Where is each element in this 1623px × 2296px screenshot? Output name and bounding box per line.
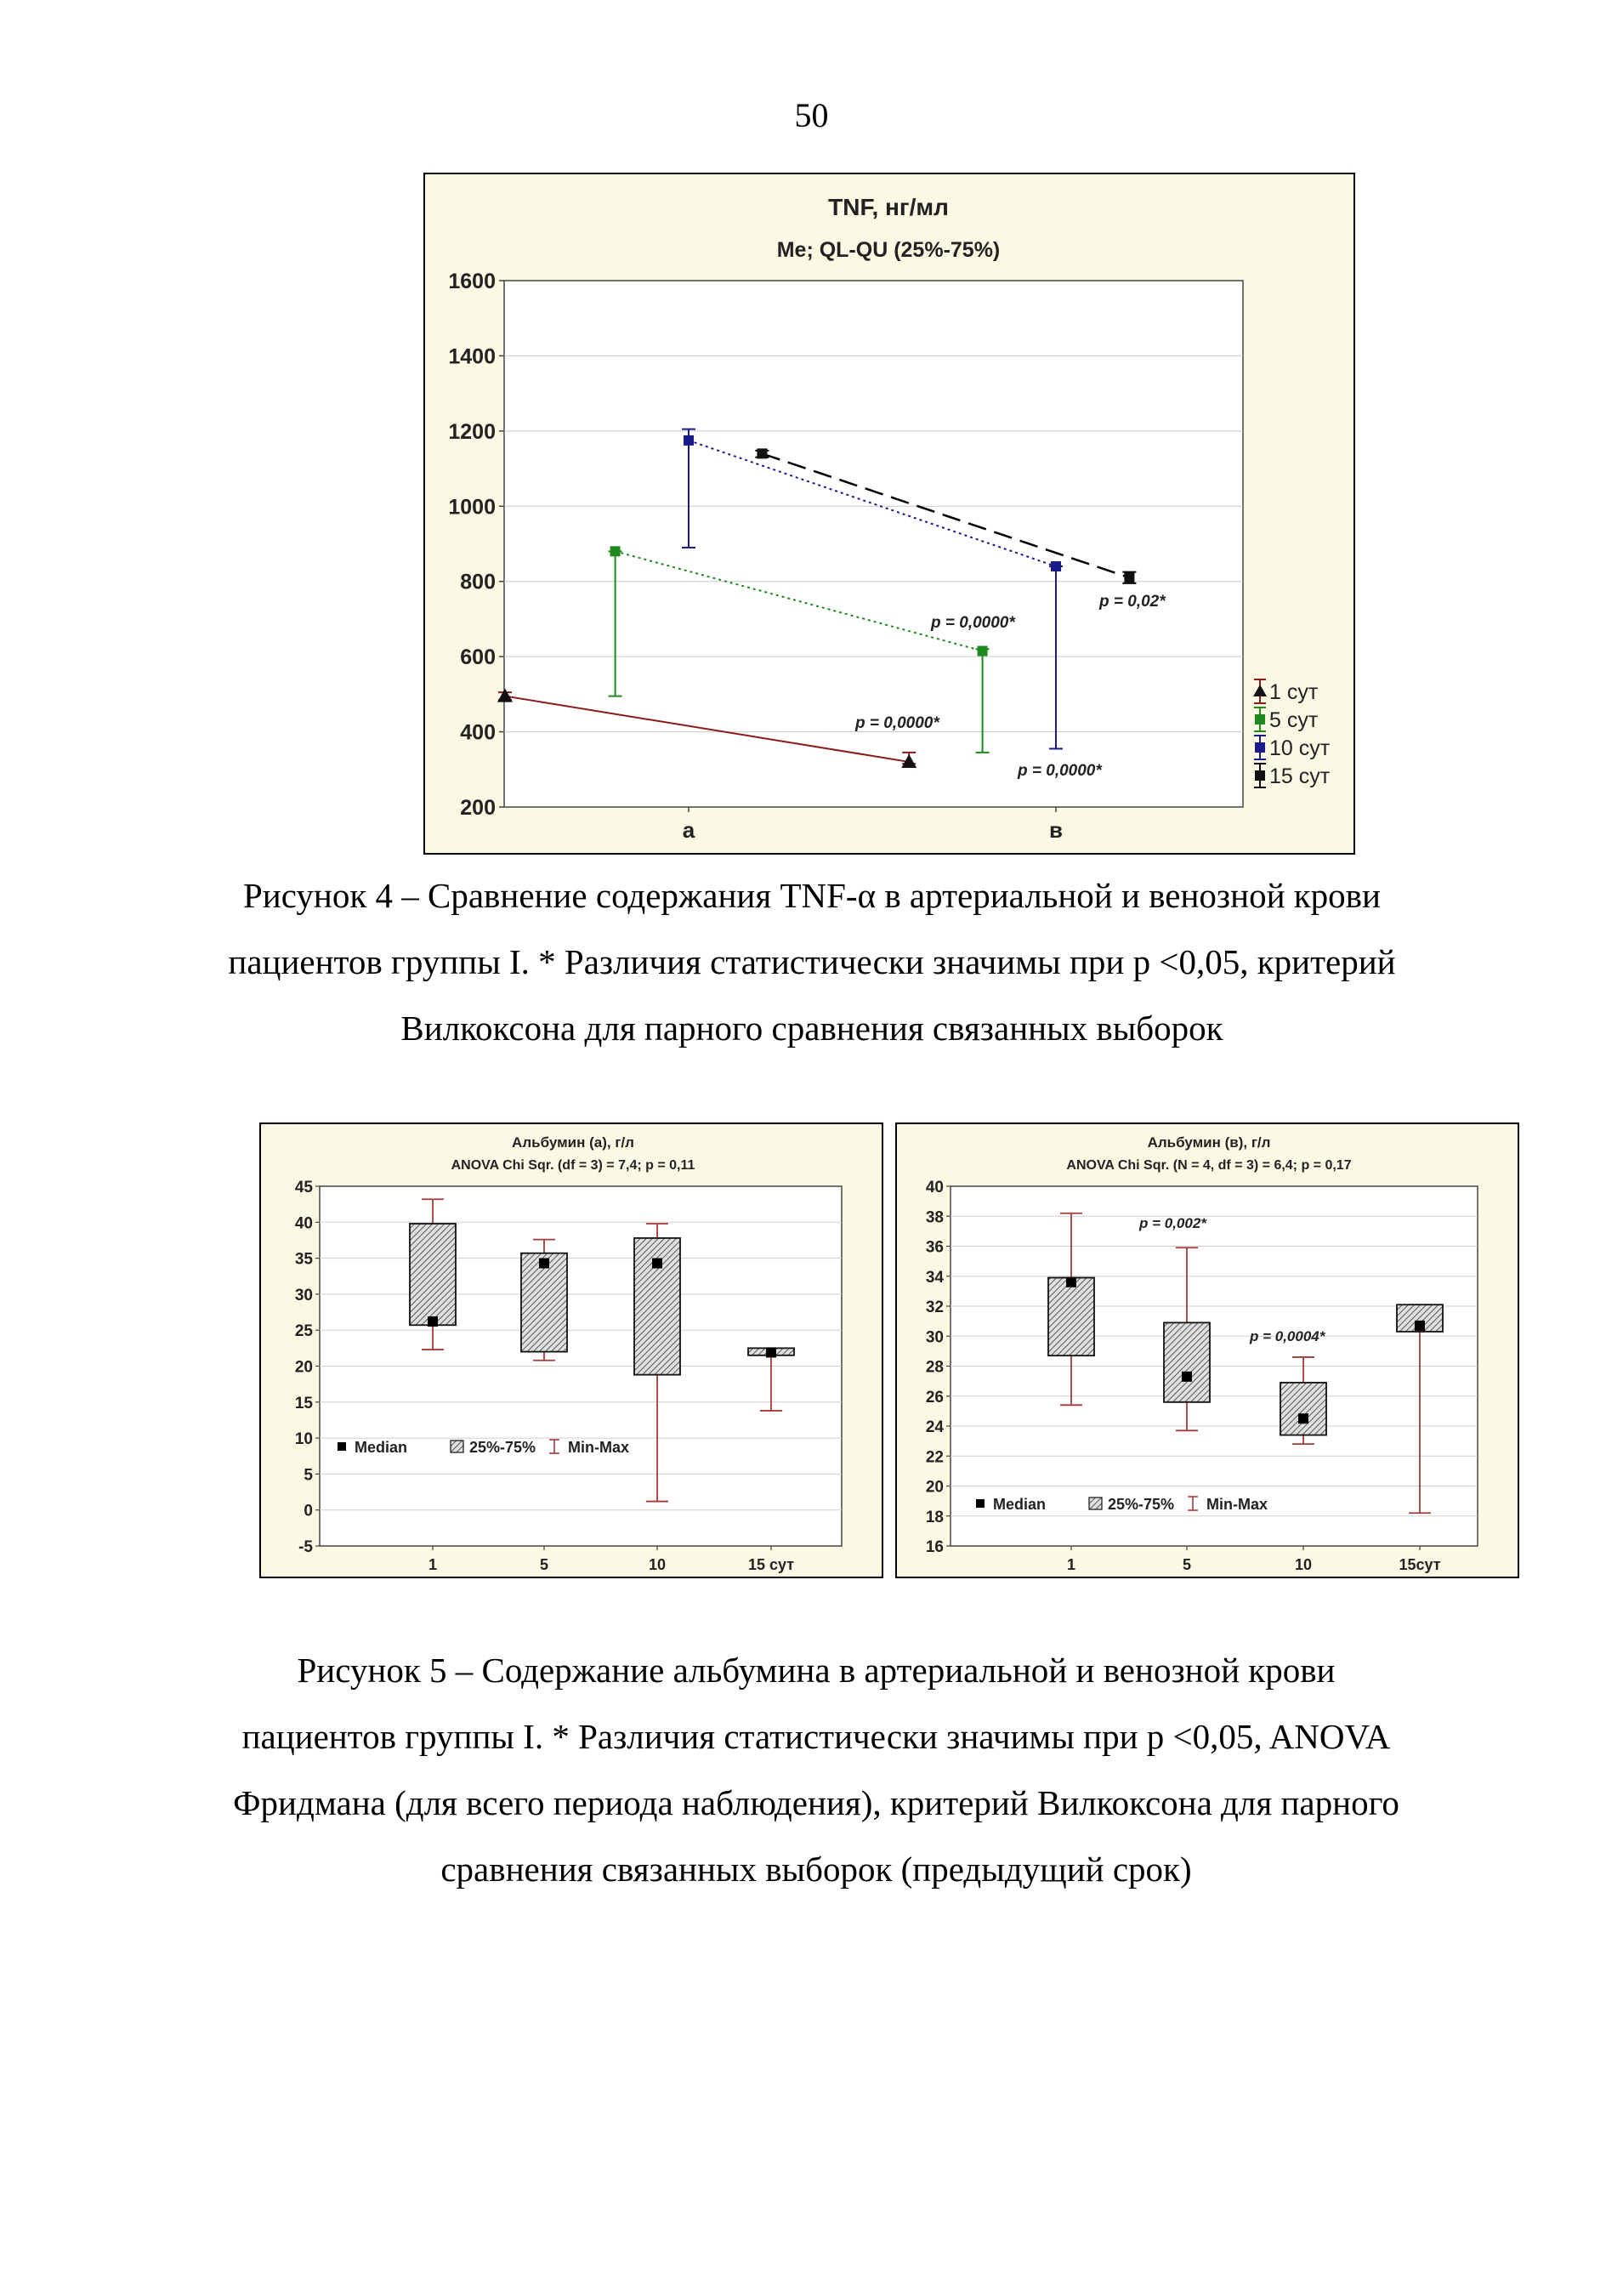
y-tick-label: 15 (294, 1394, 313, 1412)
y-tick-label: 22 (925, 1448, 944, 1467)
y-tick-label: 40 (925, 1179, 944, 1196)
y-tick-label: 200 (460, 796, 496, 820)
p-value-annotation: p = 0,0000* (931, 614, 1015, 632)
y-tick-label: 30 (925, 1328, 944, 1347)
chart-subtitle: ANOVA Chi Sqr. (N = 4, df = 3) = 6,4; p = 0,17 (1066, 1158, 1352, 1173)
y-tick-label: 34 (925, 1268, 944, 1287)
chart-subtitle: Me; QL-QU (25%-75%) (776, 238, 1001, 262)
figure-4-caption-line: Вилкоксона для парного сравнения связанных выборок (400, 1009, 1223, 1048)
y-tick-label: 800 (460, 570, 496, 594)
iqr-box (1164, 1322, 1210, 1401)
p-value-annotation: p = 0,0004* (1250, 1328, 1325, 1344)
y-tick-label: 35 (294, 1250, 313, 1269)
figure-5-caption-line: пациентов группы I. * Различия статистически значимы при p <0,05, ANOVA (241, 1717, 1391, 1756)
figure-5-caption-line: Рисунок 5 – Содержание альбумина в артериальной и венозной крови (297, 1651, 1336, 1690)
figure-4-caption-line: пациентов группы I. * Различия статистически значимы при p <0,05, критерий (228, 942, 1396, 981)
median-marker (1415, 1321, 1425, 1331)
chart-subtitle: ANOVA Chi Sqr. (df = 3) = 7,4; p = 0,11 (451, 1158, 695, 1173)
legend-median-marker (976, 1499, 985, 1508)
x-tick-label: 10 (1294, 1556, 1313, 1573)
legend-marker (1253, 685, 1267, 696)
x-tick-label: в (1049, 817, 1063, 843)
legend-label: 25%-75% (469, 1439, 536, 1456)
legend-label: Median (355, 1439, 408, 1456)
iqr-box (1048, 1278, 1094, 1356)
y-tick-label: 0 (304, 1502, 313, 1520)
legend-label: 5 сут (1269, 708, 1319, 732)
x-tick-label: 10 (648, 1556, 667, 1573)
data-point (757, 448, 767, 458)
y-tick-label: 30 (294, 1286, 313, 1304)
y-tick-label: 25 (294, 1322, 313, 1341)
y-tick-label: 1400 (448, 344, 496, 369)
figure-5-caption-line: Фридмана (для всего периода наблюдения), критерий Вилкоксона для парного (233, 1783, 1399, 1822)
figure-4-tnf-chart (423, 173, 1355, 855)
data-point (1124, 572, 1134, 583)
median-marker (1298, 1413, 1308, 1424)
y-tick-label: 16 (925, 1538, 944, 1556)
x-tick-label: а (682, 817, 695, 843)
y-tick-label: 28 (925, 1358, 944, 1377)
y-tick-label: 24 (925, 1418, 944, 1436)
data-point (1051, 561, 1061, 571)
legend-marker (1255, 742, 1265, 753)
albumin-a-chart-svg (261, 1124, 885, 1580)
data-point (610, 546, 621, 556)
y-tick-label: 20 (925, 1478, 944, 1497)
figure-5b-albumin-chart (895, 1122, 1519, 1578)
legend-label: 25%-75% (1108, 1496, 1175, 1513)
legend-box-swatch (451, 1441, 463, 1452)
legend-label: 15 сут (1269, 764, 1331, 788)
x-tick-label: 5 (539, 1556, 549, 1573)
legend-label: 1 сут (1269, 680, 1319, 704)
median-marker (766, 1347, 776, 1357)
y-tick-label: 26 (925, 1388, 944, 1407)
legend-label: Min-Max (568, 1439, 629, 1456)
x-tick-label: 15 сут (747, 1556, 795, 1573)
page-number: 50 (794, 96, 829, 134)
y-tick-label: 20 (294, 1358, 313, 1377)
y-tick-label: 32 (925, 1299, 944, 1316)
median-marker (428, 1316, 438, 1327)
y-tick-label: 38 (925, 1208, 944, 1227)
albumin-v-chart-svg (897, 1124, 1521, 1580)
iqr-box (1280, 1383, 1326, 1435)
x-tick-label: 5 (1182, 1556, 1192, 1573)
legend-label: 10 сут (1269, 736, 1331, 760)
legend-median-marker (338, 1442, 346, 1451)
y-tick-label: 45 (294, 1179, 313, 1196)
y-tick-label: 1600 (448, 270, 496, 293)
data-point (684, 435, 694, 446)
figure-4-caption-line: Рисунок 4 – Сравнение содержания TNF-α в артериальной и венозной крови (243, 876, 1381, 915)
legend-label: Median (993, 1496, 1047, 1513)
legend-marker (1255, 770, 1265, 781)
y-tick-label: 600 (460, 645, 496, 670)
chart-title: Альбумин (в), г/л (1147, 1134, 1271, 1151)
y-tick-label: 400 (460, 720, 496, 745)
figure-5a-albumin-chart (259, 1122, 883, 1578)
figure-5-caption-line: сравнения связанных выборок (предыдущий срок) (440, 1850, 1192, 1889)
figure-5-caption (230, 1637, 1403, 1902)
median-marker (1182, 1372, 1192, 1382)
chart-title: Альбумин (а), г/л (512, 1134, 634, 1151)
median-marker (539, 1259, 549, 1269)
y-tick-label: 40 (294, 1214, 313, 1233)
y-tick-label: 18 (925, 1508, 944, 1526)
y-tick-label: 1000 (448, 495, 496, 520)
chart-title: TNF, нг/мл (828, 194, 949, 220)
p-value-annotation: p = 0,002* (1139, 1215, 1206, 1231)
p-value-annotation: p = 0,0000* (855, 714, 939, 732)
median-marker (652, 1259, 662, 1269)
y-tick-label: -5 (298, 1538, 313, 1556)
y-tick-label: 1200 (448, 419, 496, 444)
iqr-box (410, 1224, 456, 1325)
legend-marker (1255, 714, 1265, 725)
y-tick-label: 5 (304, 1466, 313, 1485)
tnf-chart-svg (425, 174, 1357, 856)
median-marker (1066, 1277, 1076, 1287)
legend-box-swatch (1089, 1498, 1102, 1509)
x-tick-label: 1 (428, 1556, 438, 1573)
p-value-annotation: p = 0,02* (1099, 593, 1166, 611)
y-tick-label: 10 (294, 1430, 313, 1449)
p-value-annotation: p = 0,0000* (1018, 762, 1102, 780)
x-tick-label: 15сут (1399, 1556, 1441, 1573)
data-point (978, 646, 988, 656)
y-tick-label: 36 (925, 1238, 944, 1257)
figure-4-caption (221, 862, 1403, 1061)
x-tick-label: 1 (1066, 1556, 1076, 1573)
legend-label: Min-Max (1206, 1496, 1268, 1513)
